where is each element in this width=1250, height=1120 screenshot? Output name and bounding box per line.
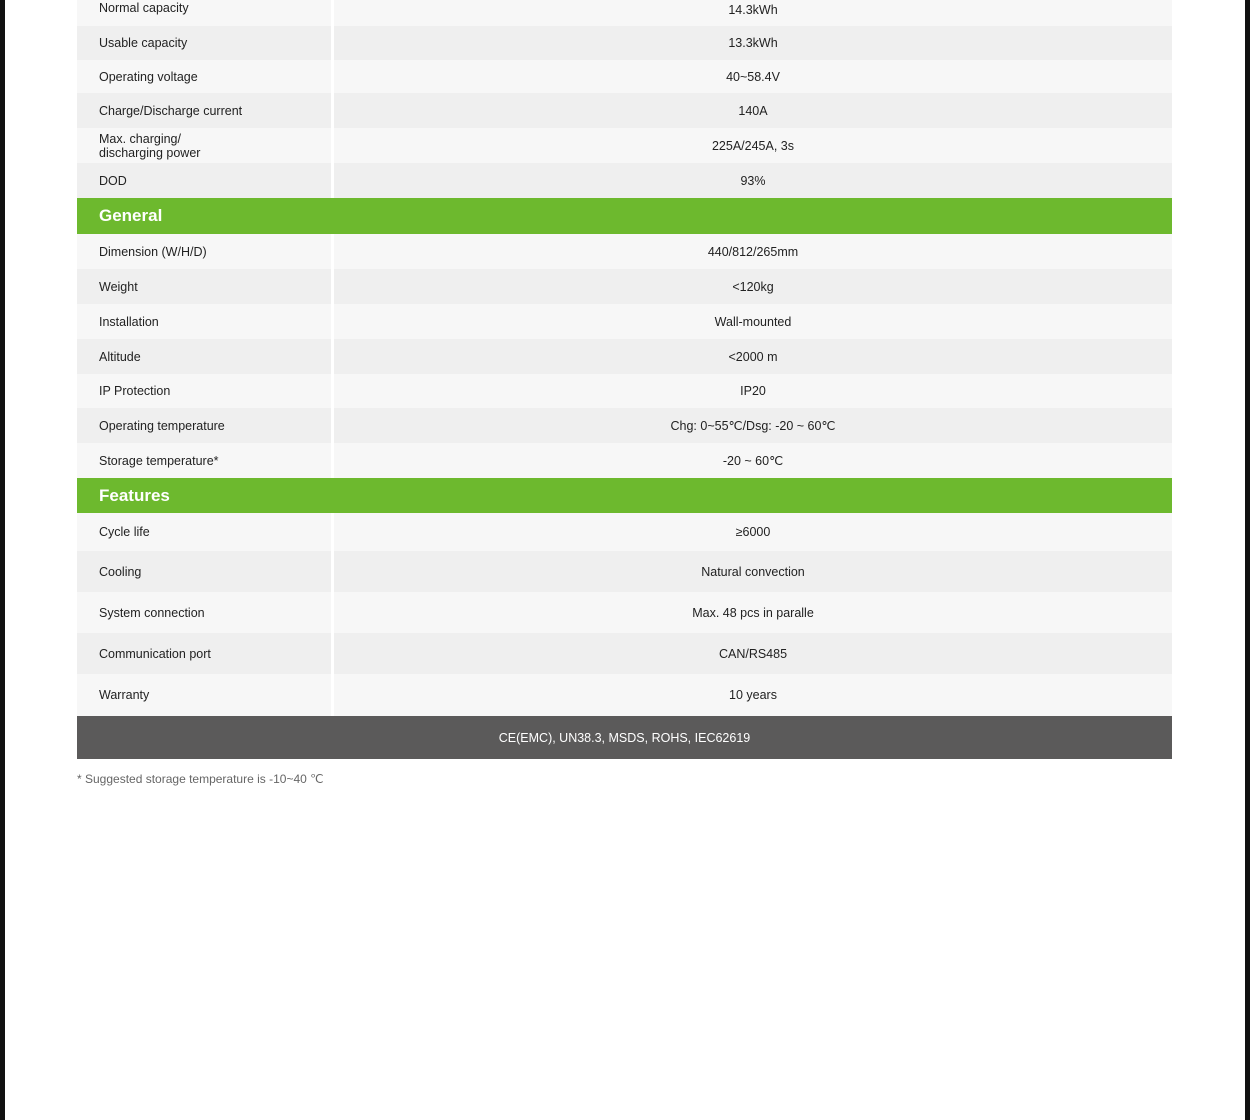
section-header-features: Features bbox=[77, 478, 1172, 513]
spec-row-cycle-life bbox=[77, 513, 1172, 551]
spec-label: Weight bbox=[77, 269, 334, 304]
spec-row-dimension bbox=[77, 234, 1172, 269]
spec-row-storage-temperature bbox=[77, 443, 1172, 478]
spec-row-warranty bbox=[77, 674, 1172, 716]
spec-row-system-connection bbox=[77, 592, 1172, 633]
footnote: * Suggested storage temperature is -10~40 ℃ bbox=[77, 772, 324, 786]
spec-value: Max. 48 pcs in paralle bbox=[692, 605, 814, 620]
spec-row-installation bbox=[77, 304, 1172, 339]
spec-row-usable-capacity bbox=[77, 26, 1172, 60]
spec-label: Installation bbox=[77, 304, 334, 339]
spec-row-operating-temperature bbox=[77, 408, 1172, 443]
spec-row-ip-protection bbox=[77, 374, 1172, 408]
spec-label: Cooling bbox=[77, 551, 334, 592]
spec-value: IP20 bbox=[740, 384, 766, 398]
spec-table bbox=[77, 0, 1172, 759]
spec-row-altitude bbox=[77, 339, 1172, 374]
spec-label: IP Protection bbox=[77, 374, 334, 408]
right-border bbox=[1245, 0, 1250, 1120]
spec-row-operating-voltage bbox=[77, 60, 1172, 93]
spec-value: ≥6000 bbox=[735, 525, 771, 539]
spec-label: Storage temperature* bbox=[77, 443, 334, 478]
spec-value: 14.3kWh bbox=[728, 3, 778, 17]
spec-value: 140A bbox=[738, 103, 768, 118]
spec-value: 93% bbox=[740, 173, 766, 188]
spec-value: 10 years bbox=[729, 688, 777, 702]
spec-value: Natural convection bbox=[701, 564, 805, 579]
spec-row-weight bbox=[77, 269, 1172, 304]
spec-row-charge-discharge-current bbox=[77, 93, 1172, 128]
spec-row-cooling bbox=[77, 551, 1172, 592]
spec-value: CAN/RS485 bbox=[718, 646, 788, 661]
spec-label: Altitude bbox=[77, 339, 334, 374]
spec-label: Usable capacity bbox=[77, 26, 334, 60]
spec-label: Max. charging/ discharging power bbox=[77, 128, 334, 163]
spec-row-max-power bbox=[77, 128, 1172, 163]
spec-label: Operating voltage bbox=[77, 60, 334, 93]
spec-value: 40~58.4V bbox=[726, 69, 780, 84]
spec-value: Wall-mounted bbox=[714, 314, 792, 329]
spec-row-dod bbox=[77, 163, 1172, 198]
spec-label: Charge/Discharge current bbox=[77, 93, 334, 128]
spec-label: Operating temperature bbox=[77, 408, 334, 443]
spec-label: System connection bbox=[77, 592, 334, 633]
spec-value: 13.3kWh bbox=[728, 36, 778, 50]
certifications-bar: CE(EMC), UN38.3, MSDS, ROHS, IEC62619 bbox=[77, 716, 1172, 759]
spec-value: Chg: 0~55℃/Dsg: -20 ~ 60℃ bbox=[670, 419, 836, 433]
spec-row-normal-capacity bbox=[77, 0, 1172, 26]
section-header-general: General bbox=[77, 198, 1172, 234]
spec-label: Cycle life bbox=[77, 513, 334, 551]
spec-value: <2000 m bbox=[728, 349, 778, 364]
spec-value: <120kg bbox=[732, 279, 774, 294]
spec-label: Dimension (W/H/D) bbox=[77, 234, 334, 269]
spec-label: Warranty bbox=[77, 674, 334, 716]
spec-row-communication-port bbox=[77, 633, 1172, 674]
spec-value: -20 ~ 60℃ bbox=[722, 454, 784, 468]
spec-label: Communication port bbox=[77, 633, 334, 674]
spec-label: Normal capacity bbox=[77, 0, 334, 26]
spec-value: 225A/245A, 3s bbox=[711, 138, 794, 153]
spec-value: 440/812/265mm bbox=[707, 244, 799, 259]
left-border bbox=[0, 0, 5, 1120]
spec-label: DOD bbox=[77, 163, 334, 198]
